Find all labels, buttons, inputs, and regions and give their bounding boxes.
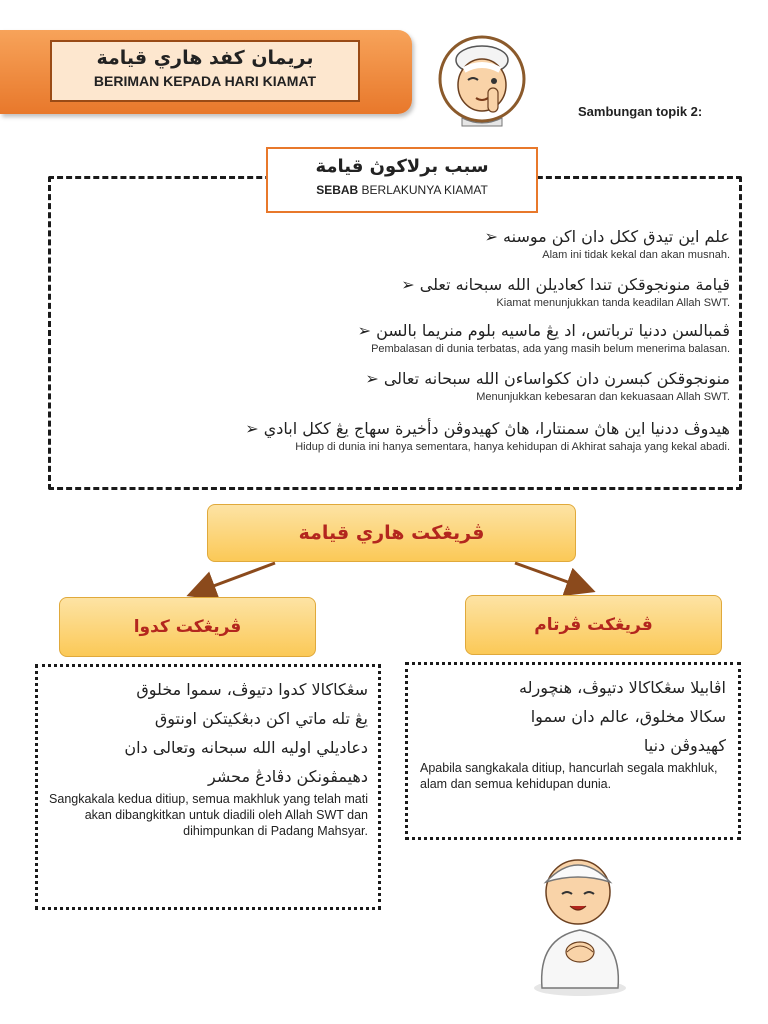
arrow-to-first-stage — [515, 563, 590, 590]
second-stage-line: سڠكاكالا كدوا دتيوڤ، سموا مخلوق — [136, 680, 368, 699]
reason-translation: Alam ini tidak kekal dan akan musnah. — [542, 249, 730, 261]
reason-text: ڤمبالسن ددنيا ترباتس، اد يڠ ماسيه بلوم منريما بالسن — [376, 321, 730, 340]
arrow-bullet-icon: ➢ — [484, 227, 498, 246]
second-stage-translation: Sangkakala kedua ditiup, semua makhluk yang telah mati akan dibangkitkan untuk diadili oleh Allah SWT dan dihimpunkan di Padang Mahsyar. — [49, 792, 368, 838]
reason-translation: Menunjukkan kebesaran dan kekuasaan Allah SWT. — [476, 391, 730, 403]
topic-title-bold: SEBAB — [316, 183, 359, 197]
first-stage-translation: Apabila sangkakala ditiup, hancurlah segala makhluk, alam dan semua kehidupan dunia. — [420, 761, 718, 791]
arrow-bullet-icon: ➢ — [401, 275, 415, 294]
arrow-bullet-icon: ➢ — [357, 321, 372, 340]
banner-title-english: BERIMAN KEPADA HARI KIAMAT — [93, 73, 317, 89]
reason-translation: Pembalasan di dunia terbatas, ada yang masih belum menerima balasan. — [371, 343, 730, 355]
reason-text: منونجوقكن كبسرن دان ككواساءن الله سبحانه تعالى — [383, 369, 730, 388]
arrow-bullet-icon: ➢ — [365, 369, 379, 388]
first-stage-description — [405, 662, 741, 840]
continuation-label: Sambungan topik 2: — [578, 104, 703, 119]
stages-main-node: ڤريڠكت هاري قيامة — [207, 504, 576, 562]
reason-text: هيدوڤ ددنيا اين هاڽ سمنتارا، هاڽ كهيدوڤن دأخيرة سهاج يڠ ككل ابادي — [263, 419, 730, 438]
second-stage-line: دعاديلي اوليه الله سبحانه وتعالى دان — [124, 738, 368, 757]
reason-translation: Hidup di dunia ini hanya sementara, hanya kehidupan di Akhirat sahaja yang kekal abadi. — [295, 441, 730, 453]
banner-title-arabic: بريمان كفد هاري قيامة — [96, 47, 314, 69]
reason-translation: Kiamat menunjukkan tanda keadilan Allah SWT. — [496, 297, 730, 309]
arrow-to-second-stage — [192, 563, 275, 594]
first-stage-line: اڤابيلا سڠكاكالا دتيوڤ، هنچورله — [519, 678, 726, 697]
reason-text: قيامة منونجوقكن تندا كعاديلن الله سبحانه تعلى — [419, 275, 730, 294]
topic-title-arabic: سبب برلاكوڽ قيامة — [315, 156, 489, 177]
first-stage-line: سکالا مخلوق، عالم دان سموا — [530, 707, 726, 726]
second-stage-description — [35, 664, 381, 910]
praying-child-illustration — [520, 848, 640, 998]
topic-title-rest: BERLAKUNYA KIAMAT — [358, 183, 488, 197]
reason-text: علم اين تيدق ككل دان اكن موسنه — [503, 227, 730, 246]
second-stage-line: دهيمڤونكن دڤادڠ محشر — [208, 767, 368, 786]
arrow-bullet-icon: ➢ — [245, 419, 259, 438]
second-stage-node: ڤريڠكت كدوا — [59, 597, 316, 657]
first-stage-node: ڤريڠكت ڤرتام — [465, 595, 722, 655]
second-stage-line: يڠ تله ماتي اكن دبڠكيتكن اونتوق — [154, 709, 368, 728]
first-stage-line: كهيدوڤن دنيا — [643, 736, 726, 755]
